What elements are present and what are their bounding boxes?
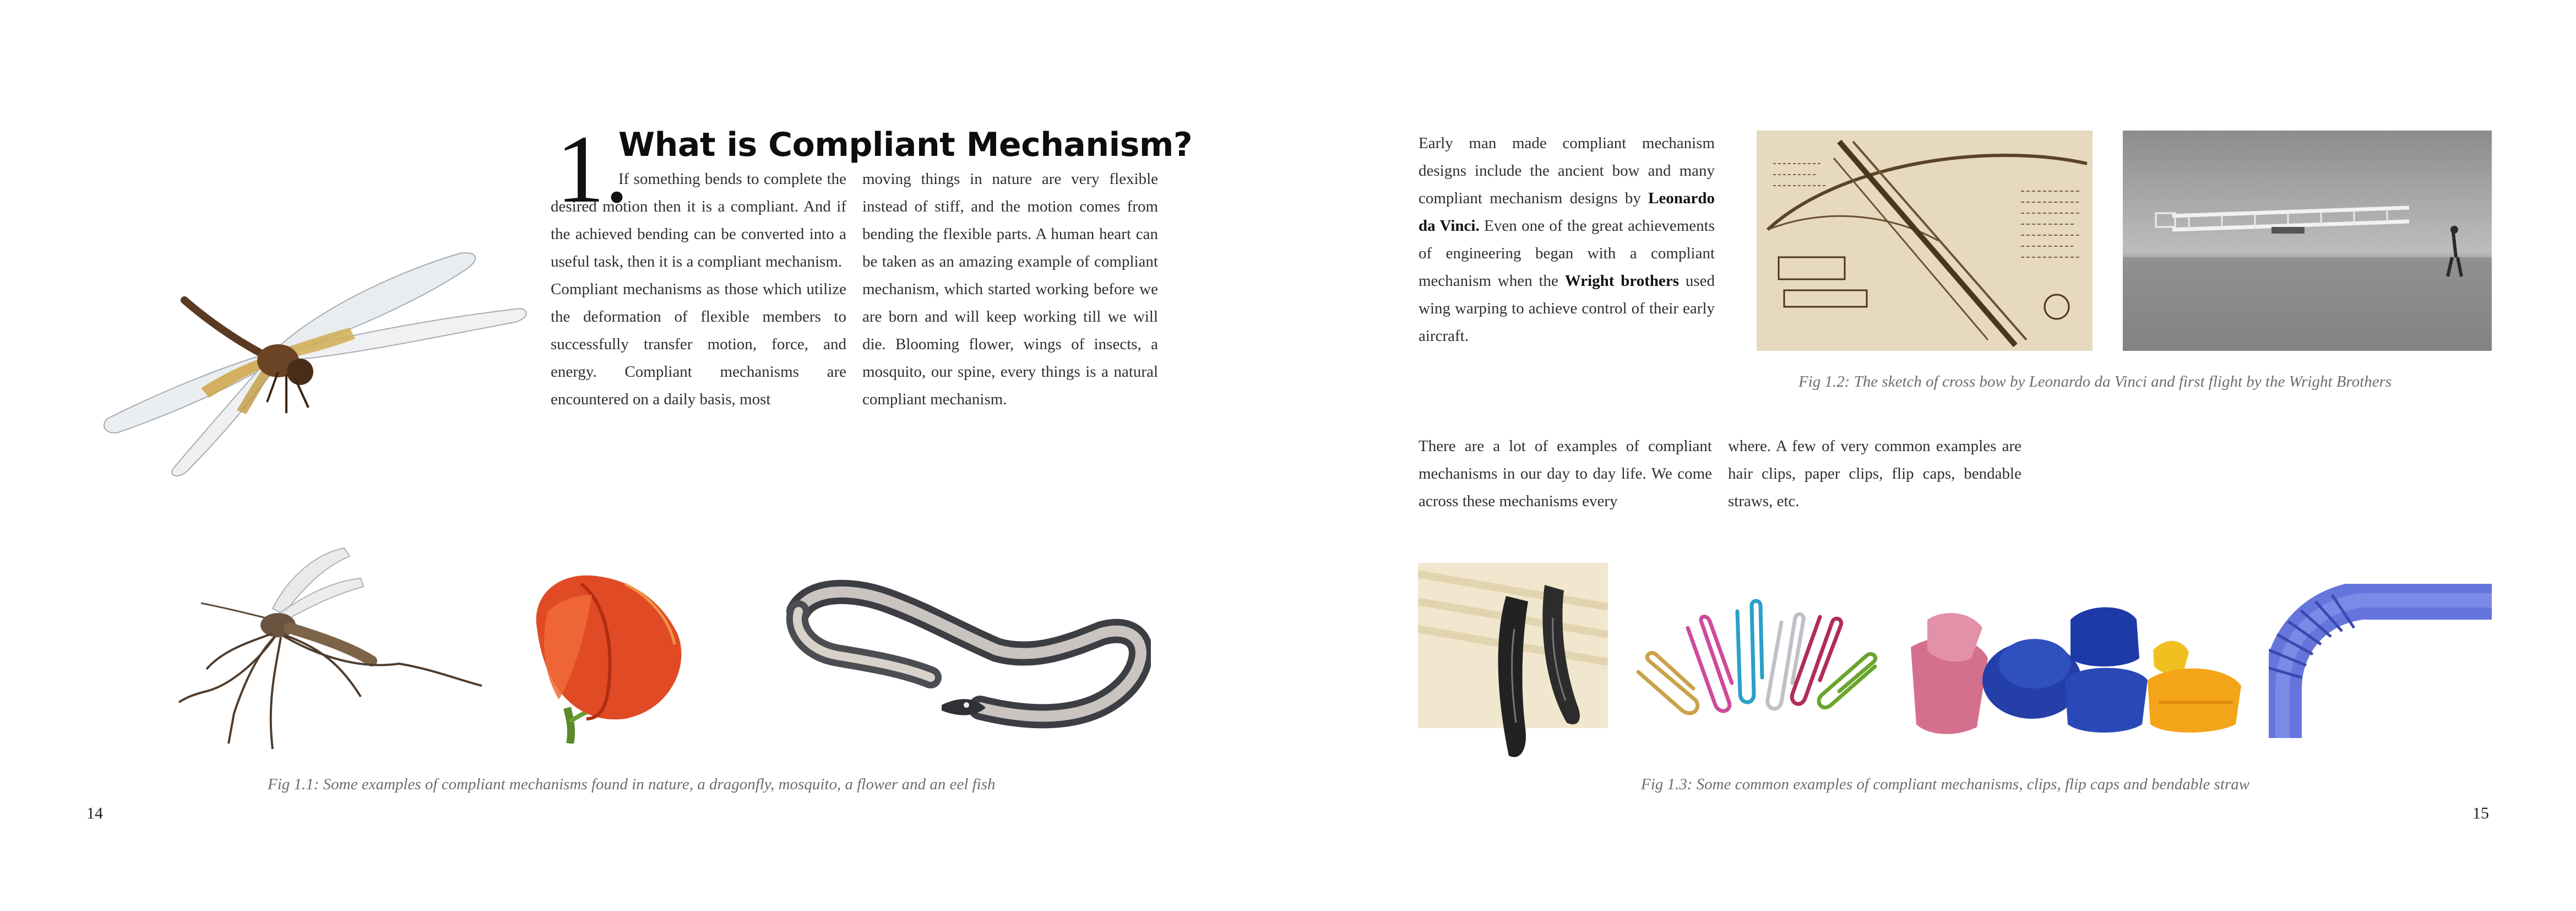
history-text-part-2: Even one of the great achievements of engineering began with a compliant mechanism when the [1419,217,1715,290]
paper-clips-image [1622,584,1886,722]
examples-column-2 [1728,432,2021,515]
intro-column-1 [551,165,846,413]
tulip-image [515,562,697,744]
intro-paragraph-2: Compliant mechanisms as those which utilize the deformation of flexible members to successfully transfer motion, force, and energy. Compliant mechanisms are encountered on a daily basis, most [551,280,846,408]
figure-1-1-caption: Fig 1.1: Some examples of compliant mechanisms found in nature, a dragonfly, mosquito, a flower and an eel fish [268,776,996,793]
examples-text-1: There are a lot of examples of compliant mechanisms in our day to day life. We come across these mechanisms every [1419,437,1712,510]
flip-caps-image [1905,598,2249,738]
page-number-left: 14 [86,804,103,822]
page-number-right: 15 [2472,804,2489,822]
hair-clips-image [1418,563,1608,761]
history-text [1419,129,1715,350]
chapter-title: What is Compliant Mechanism? [618,126,1193,164]
eel-fish-image [776,573,1151,733]
examples-column-1 [1419,432,1712,515]
intro-paragraph-3: moving things in nature are very flexible instead of stiff, and the motion comes from bending the flexible parts. A human heart can be taken as an amazing example of compliant mechanism, which started working before we are born and will keep working till we will die. Blooming flower, wings of insects, a mosquito, our spine, every things is a natural compliant mechanism. [862,170,1158,408]
figure-1-2-caption: Fig 1.2: The sketch of cross bow by Leonardo da Vinci and first flight by the Wright Brothers [1798,373,2392,391]
intro-paragraph-1: If something bends to complete the desired motion then it is a compliant. And if the achieved bending can be converted into a useful task, then it is a compliant mechanism. [551,170,846,270]
wright-brothers-bold: Wright brothers [1564,272,1680,290]
figure-1-3-caption: Fig 1.3: Some common examples of compliant mechanisms, clips, flip caps and bendable straw [1641,776,2250,793]
history-text-part-1: Early man made compliant mechanism designs include the ancient bow and many compliant mechanism designs by [1419,134,1715,207]
dragonfly-image [96,237,531,479]
mosquito-image [140,543,493,760]
leonardo-da-vinci-bold: Leonardo da Vinci. [1419,189,1715,235]
chapter-number: 1. [556,116,629,223]
wright-brothers-flight-photo [2123,131,2492,351]
intro-column-2 [862,165,1158,413]
da-vinci-crossbow-sketch-image [1757,131,2093,351]
bendable-straw-image [2269,584,2492,738]
examples-text-2: where. A few of very common examples are hair clips, paper clips, flip caps, bendable straws, etc. [1728,437,2021,510]
history-text-part-3: used wing warping to achieve control of their early aircraft. [1419,272,1715,345]
history-paragraph [1419,129,1715,350]
